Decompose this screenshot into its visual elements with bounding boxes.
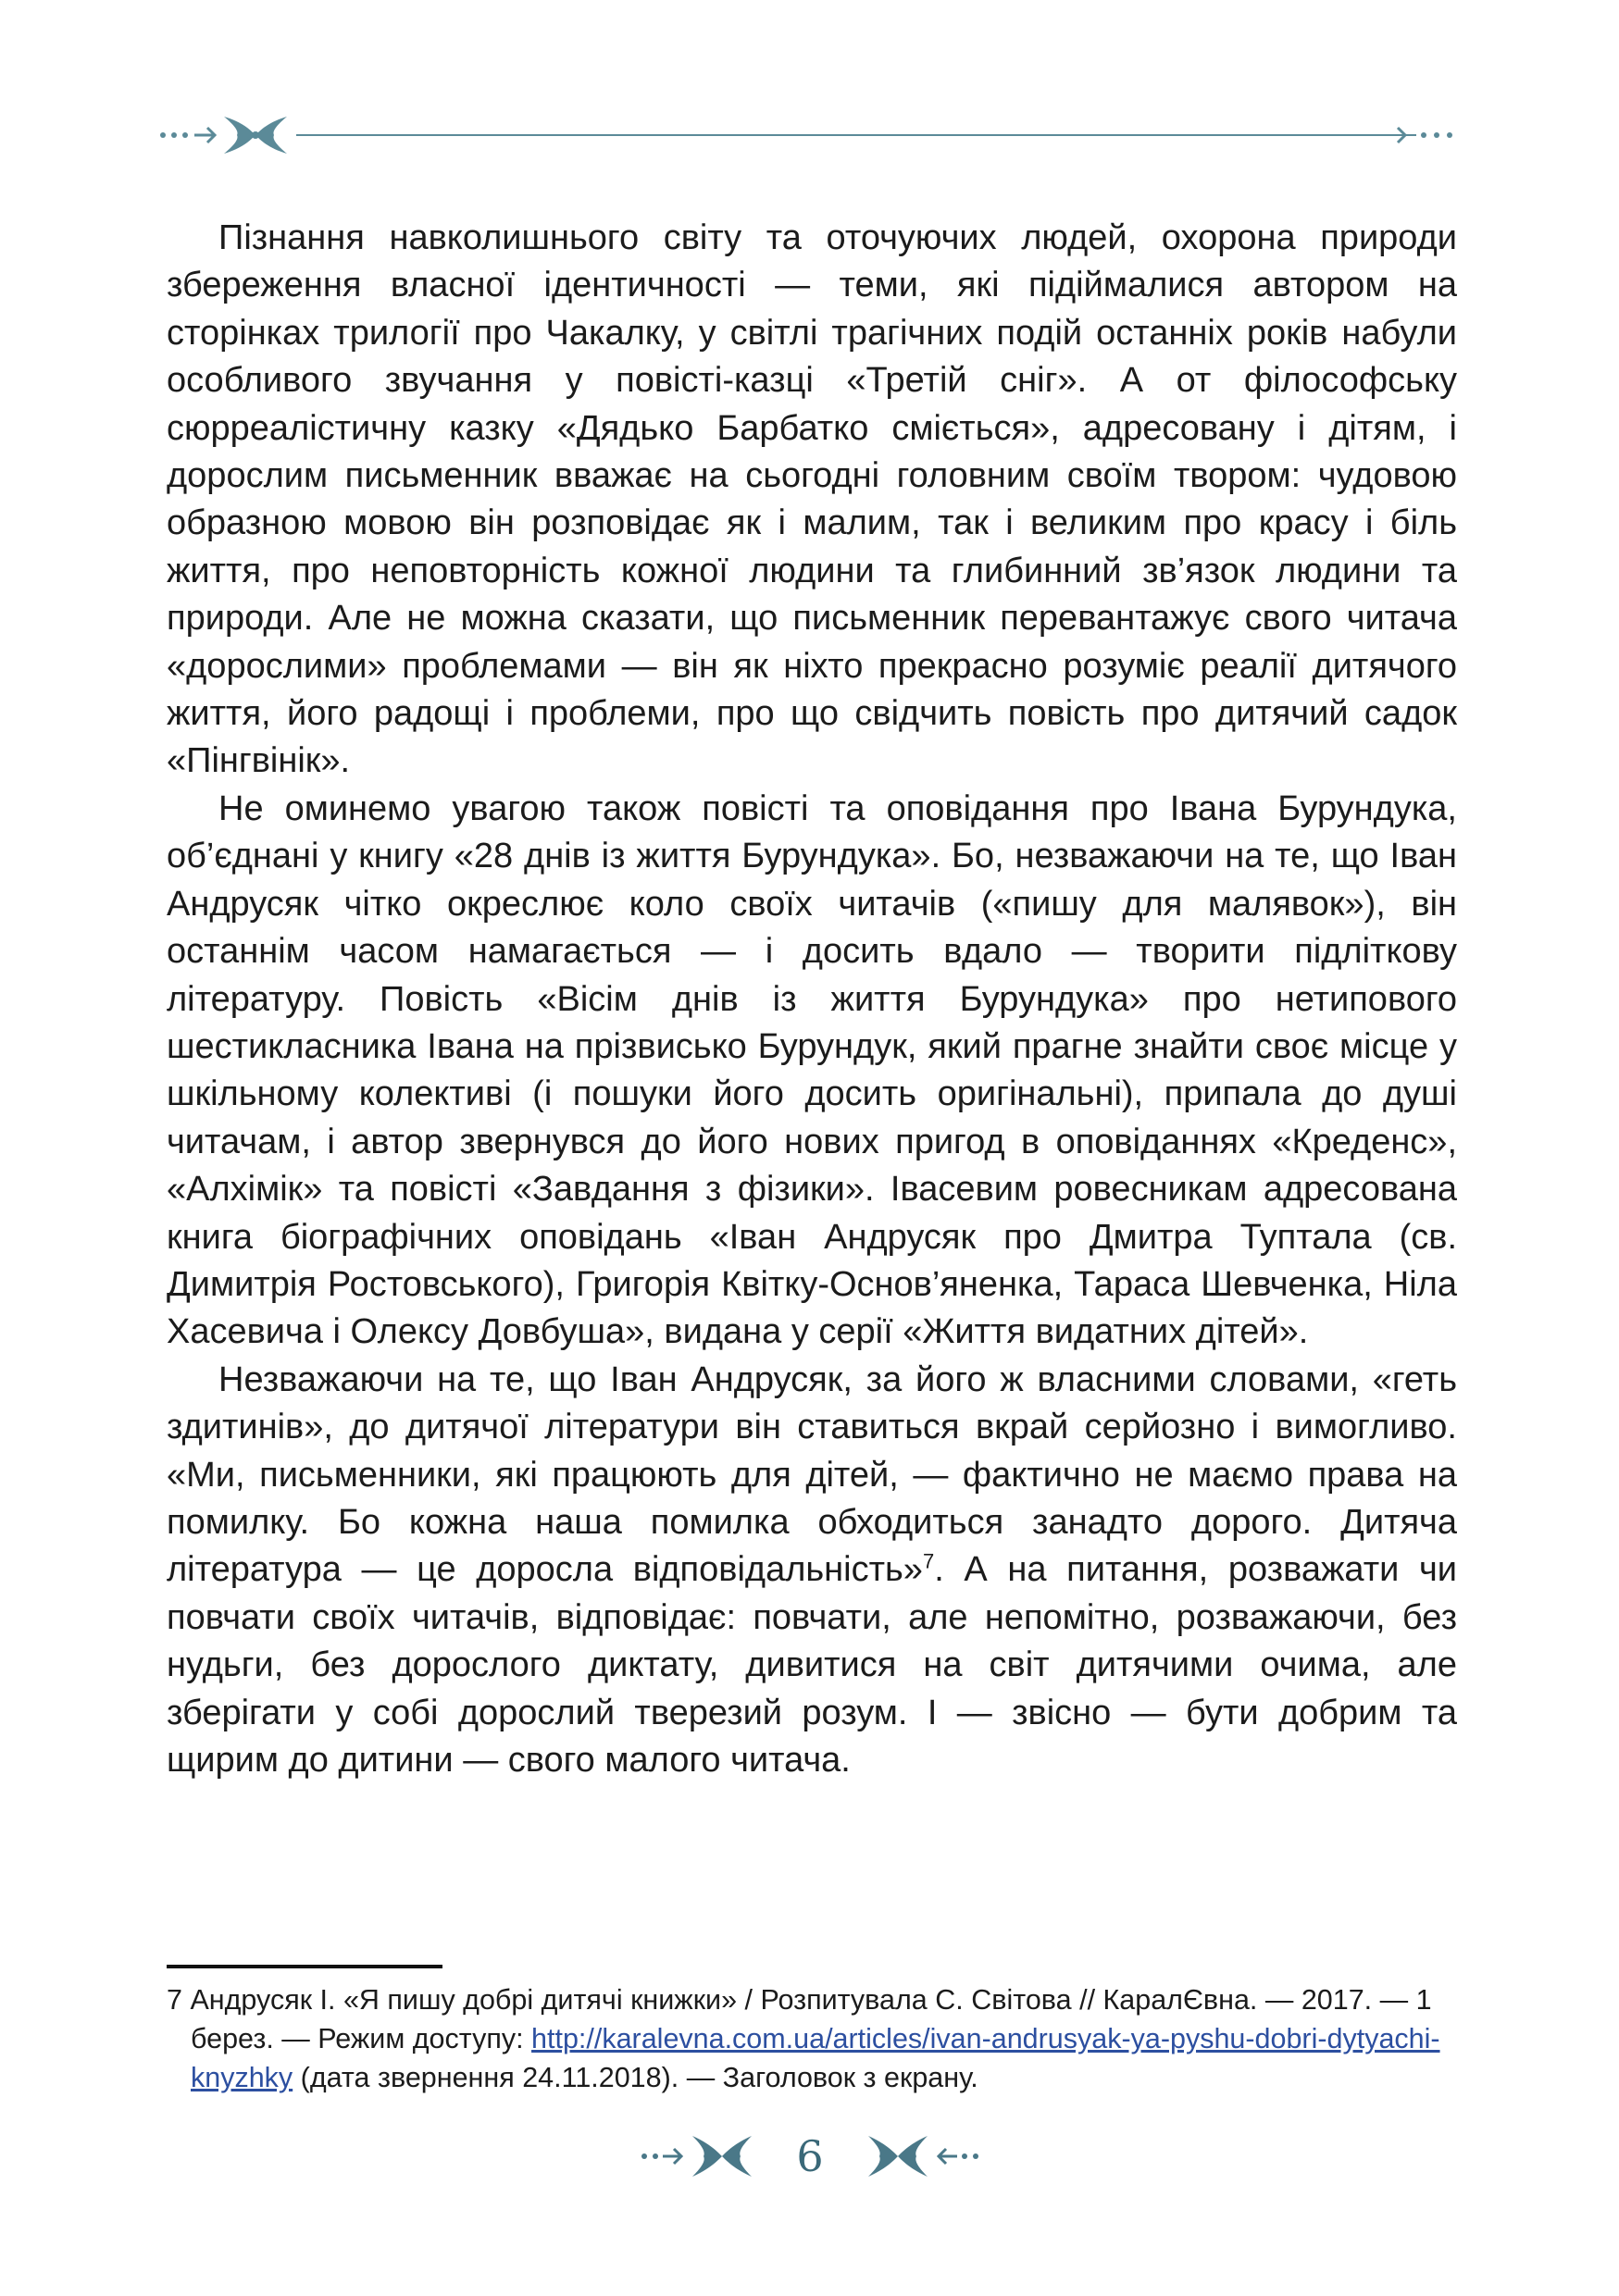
footnote-divider (167, 1965, 442, 1968)
footnote-number: 7 (167, 1984, 182, 2016)
paragraph-3 (167, 1357, 1457, 1785)
ornament-flourish-left (224, 117, 287, 154)
paragraph-1: Пізнання навколишнього світу та оточуючих людей, охорона природи збереження власної ідентичності — теми, які підіймалися автором на сторінках трилогії про Чакалку, у світлі трагічних подій останніх років набули особливого звучання у повісті-казці «Третій сніг». А от філософську сюрреалістичну казку «Дядько Барбатко сміється», адресовану і дітям, і дорослим письменник вважає на сьогодні головним своїм твором: чудовою образною мовою він розповідає як і малим, так і великим про красу і біль життя, про неповторність кожної людини та глибинний зв’язок людини та природи. Але не можна сказати, що письменник перевантажує свого читача «дорослими» проблемами — він як ніхто прекрасно розуміє реалії дитячого життя, його радощі і проблеми, про що свідчить повість про дитячий садок «Пінгвінік». (167, 218, 1457, 781)
footnote-reference[interactable]: 7 (922, 1549, 935, 1573)
ornament-dots-left (160, 132, 188, 138)
paragraph-2: Не оминемо увагою також повісті та оповідання про Івана Бурундука, об’єднані у книгу «28 днів із життя Бурундука». Бо, незважаючи на те, що Іван Андрусяк чітко окреслює коло своїх читачів («пишу для малявок»), він останнім часом намагається — і досить вдало — творити підліткову літературу. Повість «Вісім днів із життя Бурундука» про нетипового шестикласника Івана на прізвисько Бурундук, який прагне знайти своє місце у шкільному колективі (і пошуки його досить оригінальні), припала до душі читачам, і автор звернувся до його нових пригод в оповіданнях «Креденс», «Алхімік» та повісті «Завдання з фізики». Івасевим ровесникам адресована книга біографічних оповідань «Іван Андрусяк про Дмитра Туптала (св. Димитрія Ростовського), Григорія Квітку-Основ’яненка, Тараса Шевченка, Ніла Хасевича і Олексу Довбуша», видана у серії «Життя видатних дітей». (167, 788, 1457, 1352)
footnote-link[interactable]: http://karalevna.com.ua/articles/ivan-andrusyak-ya-pyshu-dobri-dytyachi-knyzhky (191, 2023, 1440, 2093)
top-ornament (157, 109, 1463, 161)
footnote-text-before-link: Андрусяк І. «Я пишу добрі дитячі книжки» / Розпитувала С. Світова // КаралЄвна. — 2017. — 1 берез. — Режим доступу: (181, 1984, 1432, 2054)
article-body (167, 215, 1457, 1784)
footnote-text-after-link: (дата звернення 24.11.2018). — Заголовок з екрану. (293, 2062, 978, 2093)
paragraph-3-text-before-note: Незважаючи на те, що Іван Андрусяк, за його ж власними словами, «геть здитинів», до дитячої літератури він ставиться вкрай серйозно і вимогливо. «Ми, письменники, які працюють для дітей, — фактично не маємо права на помилку. Бо кожна наша помилка обходиться занадто дорого. Дитяча література — це доросла відповідальність» (167, 1359, 1457, 1590)
page-footer (639, 2119, 981, 2193)
ornament-dots-right (1421, 132, 1452, 138)
paragraph-3-text-after-note: . А на питання, розважати чи повчати своїх читачів, відповідає: повчати, але непомітно, розважаючи, без нудьги, без дорослого диктату, дивитися на світ дитячими очима, але зберігати у собі дорослий тверезий розум. І — звісно — бути добрим та щирим до дитини — свого малого читача. (167, 1550, 1457, 1780)
footnote (167, 1980, 1457, 2097)
page-number: 6 (796, 2131, 824, 2181)
ornament-arrow-left (194, 128, 215, 143)
